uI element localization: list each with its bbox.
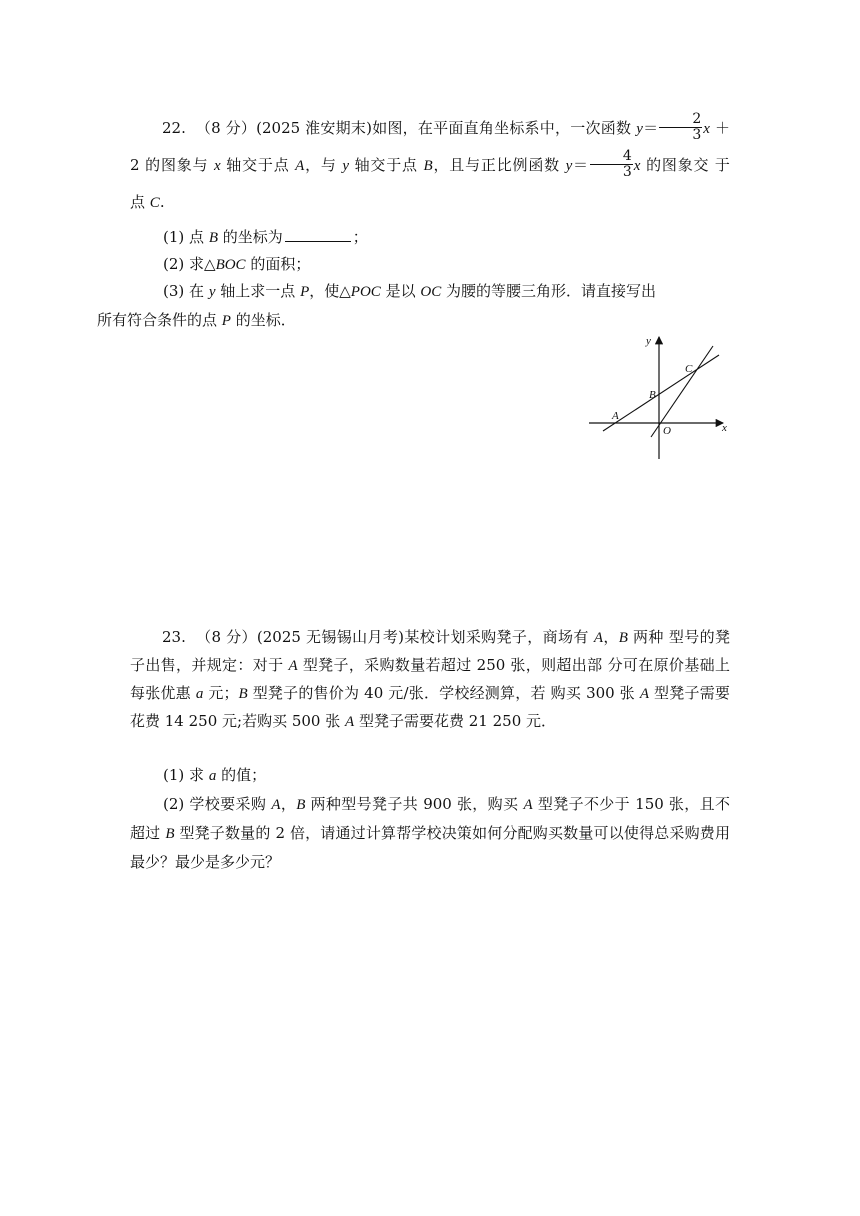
- label-a: A: [612, 410, 619, 422]
- q22-subquestion-3: (3) 在 y 轴上求一点 P，使△POC 是以 OC 为腰的等腰三角形．请直接写出 所有符合条件的点 P 的坐标．: [97, 282, 656, 329]
- label-x: x: [722, 422, 727, 434]
- q23-subquestion-1: (1) 求 a 的值；: [163, 766, 267, 784]
- q23-score: （8 分）: [196, 628, 257, 646]
- label-b: B: [649, 389, 656, 401]
- label-o: O: [663, 425, 671, 437]
- q22-score: （8 分）: [195, 119, 257, 137]
- q22-number: 22.: [162, 119, 186, 137]
- coordinate-figure: [585, 333, 745, 463]
- answer-blank: [285, 227, 351, 242]
- q22-stem: 22. （8 分）(2025 淮安期末)如图，在平面直角坐标系中，一次函数 y＝ $\frac{2}{3}$ x ＋2 的图象与 x 轴交于点 A，与 y 轴交于点 B，且与正比例函数 y＝ $\frac{4}{3}$ x 的图象交 于点 C.: [130, 110, 730, 211]
- q23-source: (2025 无锡锡山月考): [256, 628, 405, 646]
- label-c: C: [685, 363, 693, 375]
- q23-number: 23.: [162, 628, 186, 646]
- q22-source: (2025 淮安期末): [256, 119, 372, 137]
- q22-subquestion-1: (1) 点 B 的坐标为 ；: [163, 228, 368, 246]
- fraction-four-thirds: $\frac{4}{3}$: [590, 149, 633, 180]
- q23-stem: 23. （8 分）(2025 无锡锡山月考)某校计划采购凳子，商场有 A，B 两种 型号的凳子出售，并规定：对于 A 型凳子，采购数量若超过 250 张，则超出部 分可在原价基础上每张优惠 a 元；B 型凳子的售价为 40 元/张．学校经测算，若 购买 300 张 A 型凳子需要花费 14 250 元;若购买 500 张 A 型凳子需要花费 21 250 元．: [130, 628, 730, 730]
- label-y: y: [646, 335, 651, 347]
- q22-subquestion-2: (2) 求△BOC 的面积；: [163, 255, 311, 273]
- q23-subquestion-2: (2) 学校要采购 A，B 两种型号凳子共 900 张，购买 A 型凳子不少于 150 张，且不超过 B 型凳子数量的 2 倍，请通过计算帮学校决策如何分配购买数量可以使得总采购费用最少？最少是多少元？: [130, 795, 730, 871]
- line-linear-function: [603, 355, 719, 431]
- fraction-two-thirds: $\frac{2}{3}$: [659, 112, 702, 143]
